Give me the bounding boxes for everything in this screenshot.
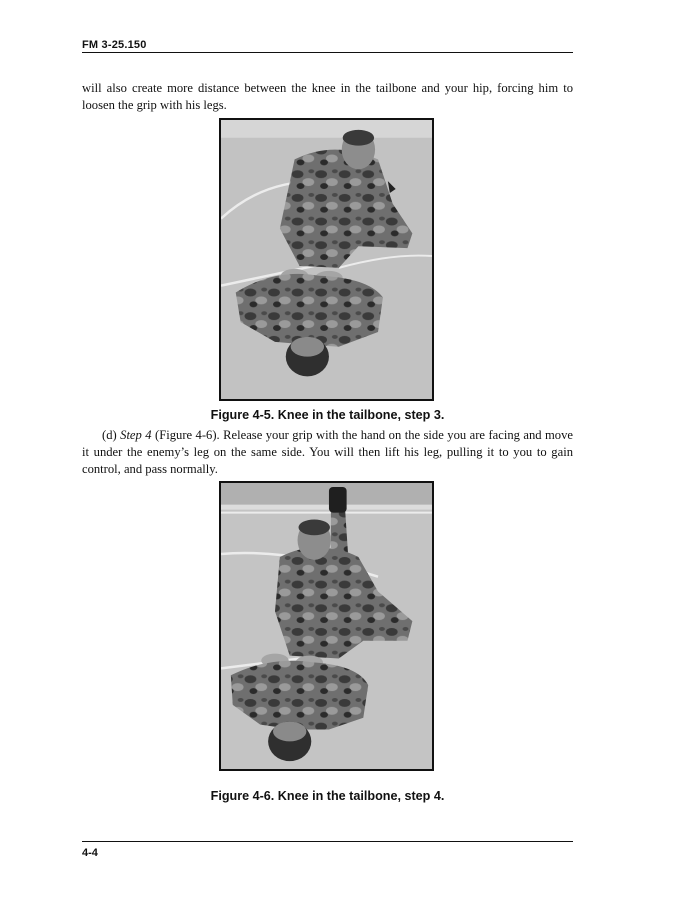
paragraph-step-4-label: Step 4 (120, 428, 152, 442)
figure-4-6-caption: Figure 4-6. Knee in the tailbone, step 4. (210, 789, 445, 803)
grappling-photo-step-4 (221, 483, 432, 769)
paragraph-step-4-prefix: (d) (102, 428, 121, 442)
grappling-photo-step-3 (221, 120, 432, 399)
footer-divider (127, 841, 573, 842)
figure-4-5-caption: Figure 4-5. Knee in the tailbone, step 3. (210, 408, 445, 422)
paragraph-step-4 (82, 427, 573, 478)
figure-4-6-photo (219, 481, 434, 771)
page-number: 4-4 (82, 847, 98, 859)
paragraph-continuation: will also create more distance between the knee in the tailbone and your hip, forcing him to loosen the grip with his legs. (82, 81, 573, 112)
figure-4-5-photo (219, 118, 434, 401)
manual-id: FM 3-25.150 (82, 39, 147, 51)
footer-divider-left (82, 841, 127, 842)
paragraph-step-4-text: (Figure 4-6). Release your grip with the hand on the side you are facing and move it under the enemy’s leg on the same side. You will then lift his leg, pulling it to you to gain control, and pass normally. (82, 428, 573, 476)
header-divider (82, 52, 573, 53)
